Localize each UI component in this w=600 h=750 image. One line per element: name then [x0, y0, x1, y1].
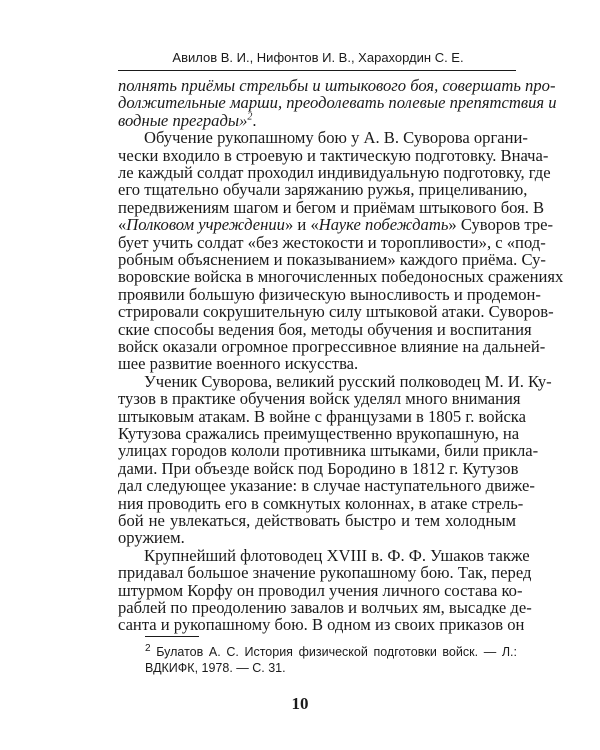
text-fragment: «	[118, 215, 127, 234]
text-line: тузов в практике обучения войск уделял много внимания	[118, 389, 521, 408]
text-line: Кутузова сражались преимущественно врукопашную, на	[118, 424, 520, 443]
text-line: Обучение рукопашному бою у А. В. Суворова органи-	[144, 128, 528, 147]
text-fragment: » Суворов тре-	[448, 215, 554, 234]
footnote-text: Булатов А. С. История физической подготовки войск. — Л.:	[156, 645, 517, 659]
text-line: бует учить солдат «без жестокости и торопливости», с «под-	[118, 233, 546, 252]
footnote-rule	[145, 636, 199, 637]
text-line: раблей по преодолению завалов и волчьих ям, высадке де-	[118, 598, 532, 617]
text-line: оружием.	[118, 528, 185, 547]
book-title-nauka-pobezhdat: Науке побеждать	[318, 215, 449, 234]
text-line: передвижениям шагом и бегом и приёмам штыкового боя. В	[118, 198, 545, 217]
text-fragment: » и «	[284, 215, 319, 234]
text-line: улицах городов кололи противника штыками, били прикла-	[118, 441, 539, 460]
footnote-line: ВДКИФК, 1978. — С. 31.	[145, 661, 286, 675]
footnote-reference: 2	[247, 111, 253, 123]
footnote-line	[145, 644, 517, 660]
text-line: воровские войска в многочисленных победоносных сражениях	[118, 267, 564, 286]
text-line: его тщательно обучали заряжанию ружья, прицеливанию,	[118, 180, 528, 199]
text-line: дал следующее указание: в случае наступательного движе-	[118, 476, 535, 495]
text-line: штурмом Корфу он проводил учения личного состава ко-	[118, 581, 523, 600]
text-line: Ученик Суворова, великий русский полководец М. И. Ку-	[144, 372, 552, 391]
text-line: ские способы ведения боя, методы обучения и воспитания	[118, 320, 532, 339]
text-line: санта и рукопашному бою. В одном из своих приказов он	[118, 615, 525, 634]
running-head-authors: Авилов В. И., Нифонтов И. В., Харахордин С. Е.	[172, 50, 464, 65]
text-line: придавал большое значение рукопашному бою. Так, перед	[118, 563, 532, 582]
header-rule	[118, 70, 516, 71]
text-line: ле каждый солдат проходил индивидуальную подготовку, где	[118, 163, 551, 182]
text-line: робным объяснением и показыванием» каждого приёма. Су-	[118, 250, 546, 269]
text-line: полнять приёмы стрельбы и штыкового боя, совершать про-	[118, 76, 556, 95]
text-line	[118, 215, 554, 234]
text-line: штыковым атакам. В войне с французами в 1805 г. войска	[118, 407, 526, 426]
text-line: войск оказали огромное прогрессивное влияние на дальней-	[118, 337, 546, 356]
text-line: ния проводить его в сомкнутых колоннах, в атаке стрель-	[118, 494, 524, 513]
text-line: бой не увлекаться, действовать быстро и тем холодным	[118, 511, 516, 530]
book-title-polkovoe-uchrezhdenie: Полковом учреждении	[126, 215, 285, 234]
page-number: 10	[291, 694, 309, 713]
footnote-mark: 2	[145, 642, 151, 654]
text-line: Крупнейший флотоводец XVIII в. Ф. Ф. Ушаков также	[144, 546, 530, 565]
quote-period: .	[252, 111, 257, 130]
text-line: должительные марши, преодолевать полевые препятствия и	[118, 93, 557, 112]
text-line: проявили большую физическую выносливость и продемон-	[118, 285, 541, 304]
quote-end-text: водные преграды»	[118, 111, 248, 130]
text-line: стрировали сокрушительную силу штыковой атаки. Суворов-	[118, 302, 554, 321]
text-line: чески входило в строевую и тактическую подготовку. Внача-	[118, 146, 549, 165]
text-line: дами. При объезде войск под Бородино в 1812 г. Кутузов	[118, 459, 519, 478]
text-line: шее развитие военного искусства.	[118, 354, 359, 373]
